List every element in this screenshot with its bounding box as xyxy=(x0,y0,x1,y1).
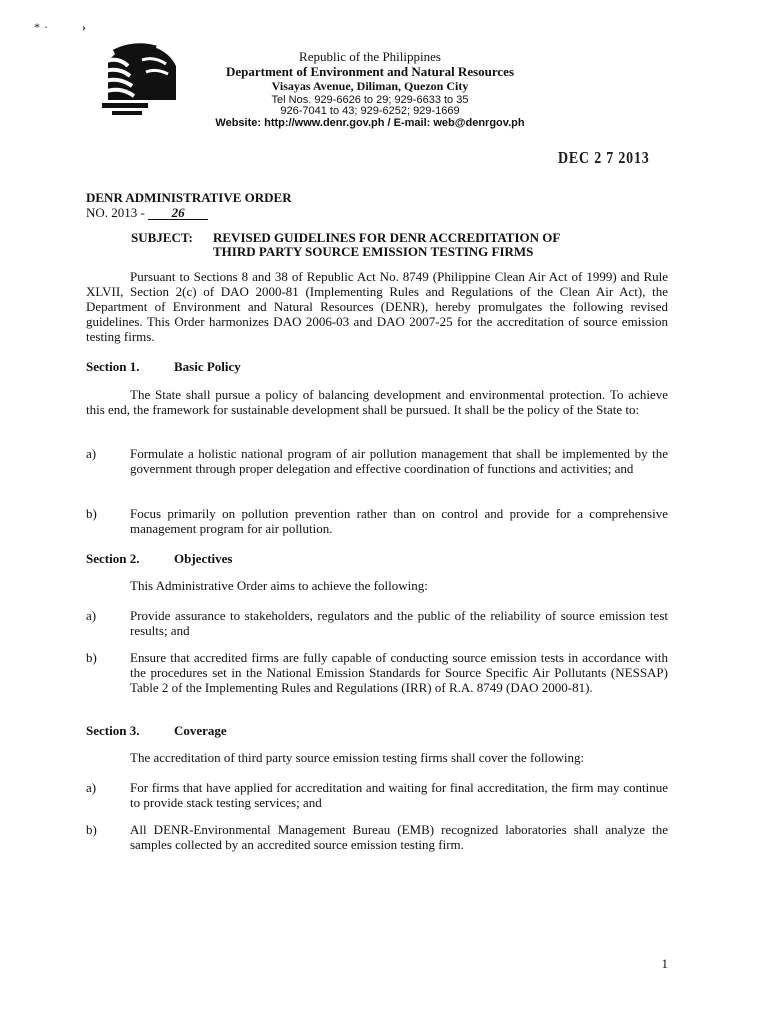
date-stamp: DEC 2 7 2013 xyxy=(558,148,650,167)
order-number-prefix: NO. 2013 - xyxy=(86,205,149,220)
letterhead-website: Website: http://www.denr.gov.ph / E-mail: web@denrgov.ph xyxy=(215,117,525,129)
section-number: Section 3. xyxy=(86,723,140,738)
letterhead-address: Visayas Avenue, Diliman, Quezon City xyxy=(271,79,469,93)
list-item-text: Focus primarily on pollution prevention rather than on control and provide for a comprehensive management program for air pollution. xyxy=(130,506,668,536)
list-item xyxy=(86,650,668,695)
order-number-value: 26 xyxy=(148,206,208,220)
list-item-letter: b) xyxy=(86,506,97,521)
list-item-text: For firms that have applied for accreditation and waiting for final accreditation, the firm may continue to provide stack testing services; and xyxy=(130,780,668,810)
section-title: Basic Policy xyxy=(174,359,241,374)
denr-logo-icon xyxy=(94,40,184,118)
list-item-text: Provide assurance to stakeholders, regulators and the public of the reliability of source emission test results; and xyxy=(130,608,668,638)
subject-line: THIRD PARTY SOURCE EMISSION TESTING FIRMS xyxy=(213,244,534,259)
section-heading xyxy=(86,551,232,566)
list-item-letter: a) xyxy=(86,780,97,795)
section-intro: The accreditation of third party source emission testing firms shall cover the following: xyxy=(130,750,585,765)
list-item-letter: b) xyxy=(86,650,97,665)
page-number: 1 xyxy=(661,956,668,971)
list-item-text: Ensure that accredited firms are fully capable of conducting source emission tests in accordance with the procedures set in the National Emission Standards for Source Specific Air Pollutants (NESSAP) Table 2 of the Implementing Rules and Regulations (IRR) of R.A. 8749 (DAO 2000-81). xyxy=(130,650,668,695)
scan-mark: * xyxy=(34,20,40,34)
list-item xyxy=(86,780,668,810)
letterhead-telephone: Tel Nos. 929-6626 to 29; 929-6633 to 35 xyxy=(271,94,469,106)
order-title: DENR ADMINISTRATIVE ORDER xyxy=(86,190,292,205)
section-heading xyxy=(86,359,241,374)
list-item-letter: a) xyxy=(86,608,97,623)
subject-label: SUBJECT: xyxy=(131,230,193,245)
section-title: Coverage xyxy=(174,723,227,738)
list-item xyxy=(86,608,668,638)
list-item xyxy=(86,822,668,852)
list-item-text: Formulate a holistic national program of air pollution management that shall be implemented by the government through proper delegation and effective coordination of functions and activities; and xyxy=(130,446,668,476)
subject xyxy=(131,231,667,259)
section-heading xyxy=(86,723,227,738)
section-number: Section 1. xyxy=(86,359,140,374)
section-intro: This Administrative Order aims to achieve the following: xyxy=(130,578,428,593)
subject-line: REVISED GUIDELINES FOR DENR ACCREDITATION OF xyxy=(213,230,561,245)
scan-mark: › xyxy=(82,20,86,34)
letterhead-department: Department of Environment and Natural Resources xyxy=(225,64,515,79)
list-item-letter: b) xyxy=(86,822,97,837)
letterhead-republic: Republic of the Philippines xyxy=(299,49,441,64)
list-item-letter: a) xyxy=(86,446,97,461)
section-number: Section 2. xyxy=(86,551,140,566)
list-item-text: All DENR-Environmental Management Bureau (EMB) recognized laboratories shall analyze the samples collected by an accredited source emission testing firm. xyxy=(130,822,668,852)
section-title: Objectives xyxy=(174,551,233,566)
list-item xyxy=(86,506,668,536)
preamble-paragraph: Pursuant to Sections 8 and 38 of Republic Act No. 8749 (Philippine Clean Air Act of 1999) and Rule XLVII, Section 2(c) of DAO 2000-81 (Implementing Rules and Regulations of the Clean Air Act), the Department of Environment and Natural Resources (DENR), hereby promulgates the following revised guidelines. This Order harmonizes DAO 2006-03 and DAO 2007-25 for the accreditation of source emission testing firms. xyxy=(86,269,668,344)
list-item xyxy=(86,446,668,476)
section-intro: The State shall pursue a policy of balancing development and environmental protection. To achieve this end, the framework for sustainable development shall be pursued. It shall be the policy of the State to: xyxy=(86,387,668,417)
scan-mark: · xyxy=(44,20,48,34)
letterhead-telephone: 926-7041 to 43; 929-6252; 929-1669 xyxy=(280,105,460,117)
order-number xyxy=(86,205,208,220)
